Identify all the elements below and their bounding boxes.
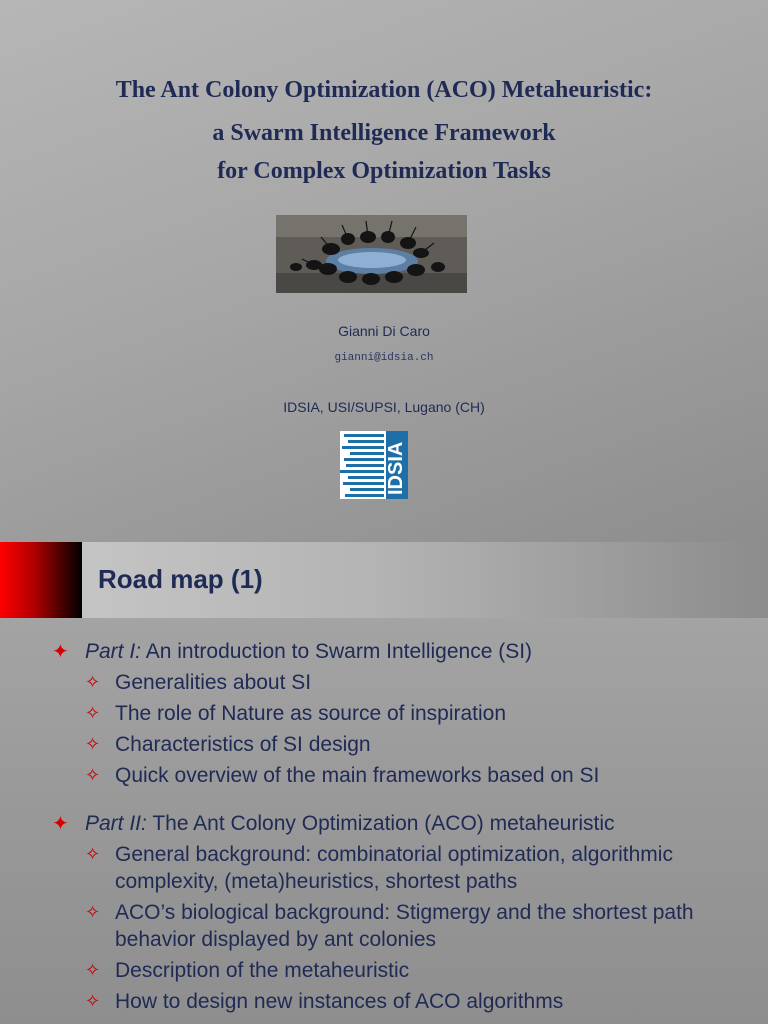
sub-bullet xyxy=(85,700,735,727)
roadmap-slide xyxy=(0,542,768,1024)
idsia-logo xyxy=(340,431,408,499)
part-2-text: The Ant Colony Optimization (ACO) metaheuristic xyxy=(146,812,615,835)
ant-photo-drawing xyxy=(276,215,467,293)
outline-star-icon: ✧ xyxy=(85,960,101,980)
title-line-1: The Ant Colony Optimization (ACO) Metaheuristic: xyxy=(115,77,653,103)
author-name: Gianni Di Caro xyxy=(338,323,430,339)
sub-bullet xyxy=(85,669,735,696)
sub-bullet-text: The role of Nature as source of inspiration xyxy=(115,702,507,725)
part-1-label: Part I: xyxy=(85,640,142,663)
ant-colony-photo xyxy=(276,215,467,293)
outline-star-icon: ✧ xyxy=(85,734,101,754)
sub-bullet xyxy=(85,988,735,1015)
slide-title: Road map (1) xyxy=(98,564,263,594)
sub-bullet xyxy=(85,841,735,895)
part-2-label: Part II: xyxy=(85,812,147,835)
outline-star-icon: ✧ xyxy=(85,991,101,1011)
outline-star-icon: ✧ xyxy=(85,672,101,692)
author-affiliation: IDSIA, USI/SUPSI, Lugano (CH) xyxy=(283,399,485,415)
outline-star-icon: ✧ xyxy=(85,902,101,922)
four-point-star-icon: ✦ xyxy=(52,641,69,663)
sub-bullet xyxy=(85,899,735,953)
sub-bullet-text: Quick overview of the main frameworks based on SI xyxy=(115,764,600,787)
idsia-logo-text: IDSIA xyxy=(385,441,407,495)
outline-star-icon: ✧ xyxy=(85,703,101,723)
header-accent-bar xyxy=(0,542,82,618)
sub-bullet xyxy=(85,762,735,789)
sub-bullet xyxy=(85,731,735,758)
part-1-text: An introduction to Swarm Intelligence (SI) xyxy=(141,640,533,663)
sub-bullet xyxy=(85,957,735,984)
slide-header xyxy=(0,542,768,618)
bullet-part-2 xyxy=(52,810,615,837)
sub-bullet-text: Description of the metaheuristic xyxy=(115,959,410,982)
author-email: gianni@idsia.ch xyxy=(334,352,434,364)
sub-bullet-text: Generalities about SI xyxy=(115,671,312,694)
sub-bullet-text: ACO’s biological background: Stigmergy and the shortest path behavior displayed by ant colonies xyxy=(115,901,694,951)
sub-bullet-text: General background: combinatorial optimization, algorithmic complexity, (meta)heuristics, shortest paths xyxy=(115,843,673,893)
outline-star-icon: ✧ xyxy=(85,765,101,785)
outline-star-icon: ✧ xyxy=(85,844,101,864)
bullet-part-1 xyxy=(52,638,533,665)
title-line-3: for Complex Optimization Tasks xyxy=(217,158,551,184)
four-point-star-icon: ✦ xyxy=(52,813,69,835)
sub-bullet-text: Characteristics of SI design xyxy=(115,733,371,756)
sub-bullet-text: How to design new instances of ACO algorithms xyxy=(115,990,564,1013)
title-line-2: a Swarm Intelligence Framework xyxy=(212,120,556,146)
idsia-logo-graphic xyxy=(340,431,408,499)
